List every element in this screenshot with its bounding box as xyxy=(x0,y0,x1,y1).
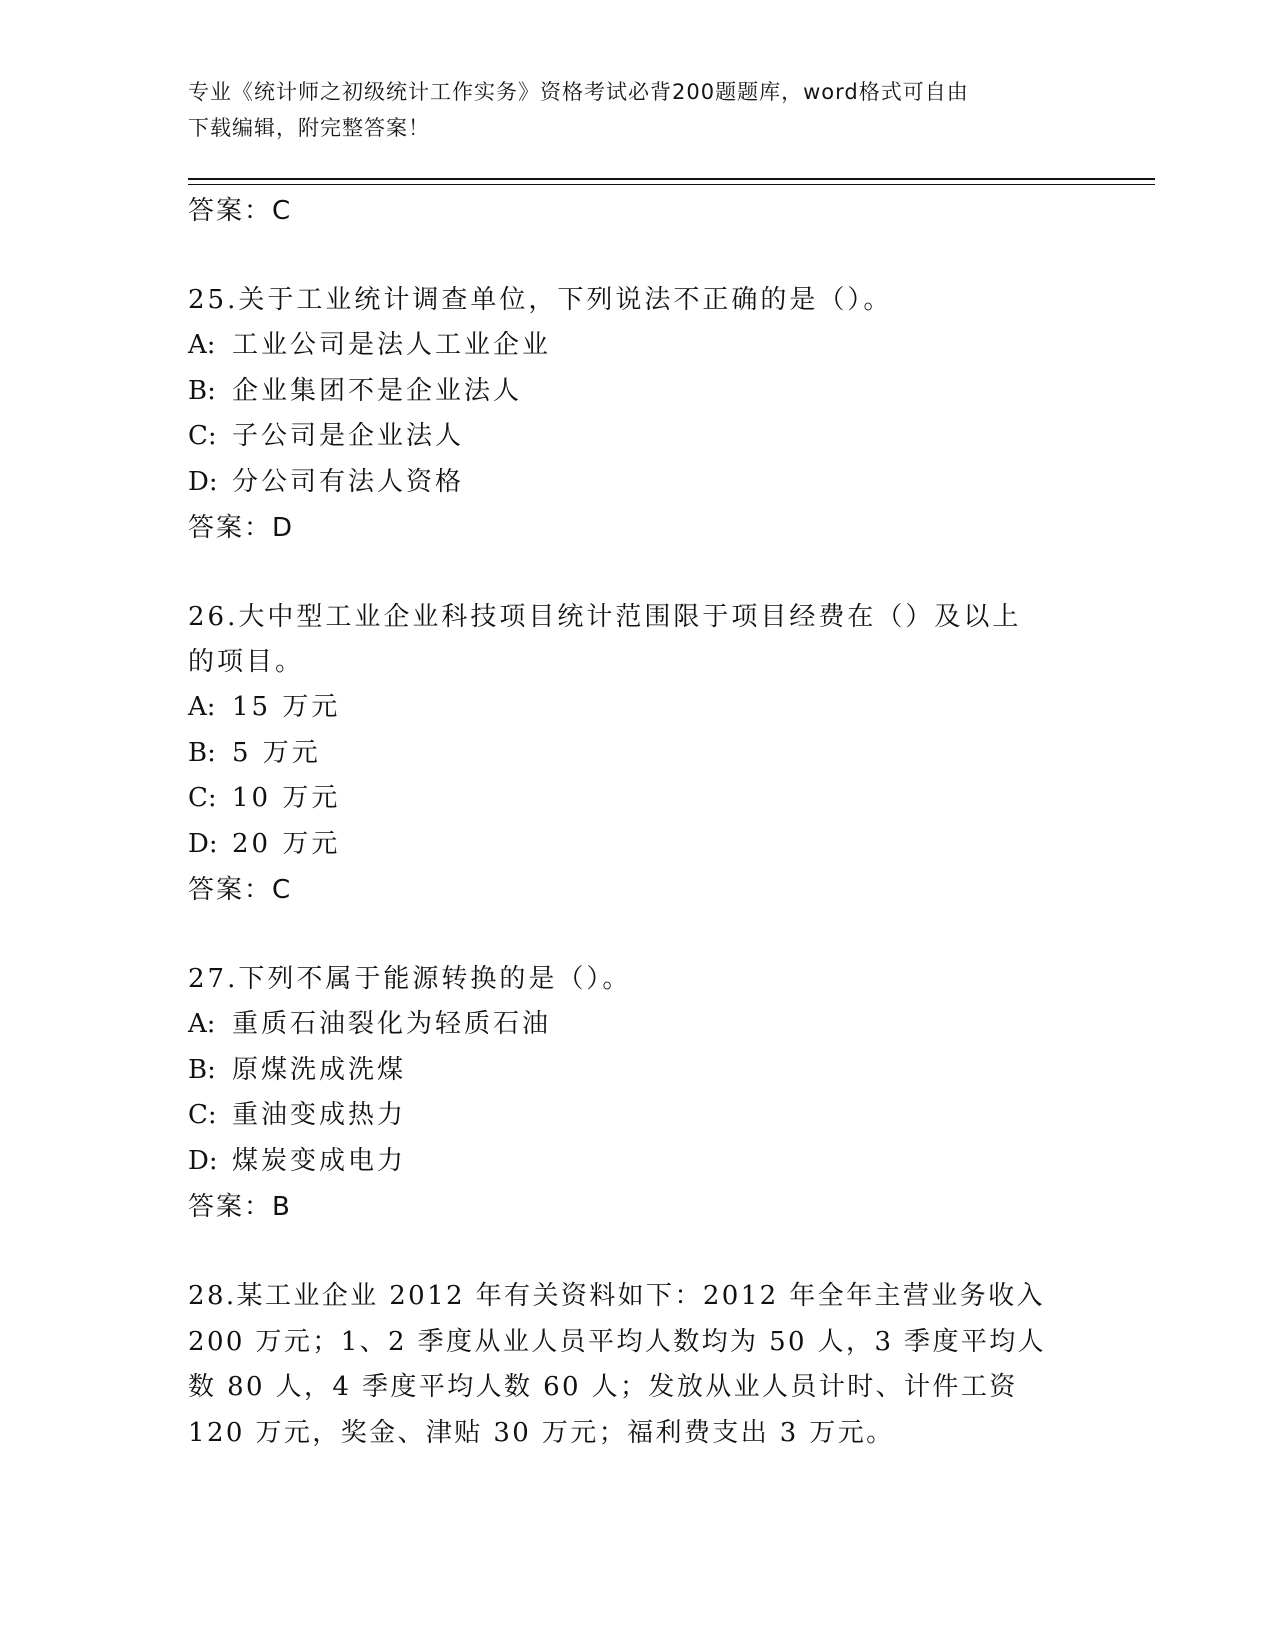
spacer xyxy=(188,234,1088,278)
option-text: 煤炭变成电力 xyxy=(232,1145,407,1176)
option-text: 工业公司是法人工业企业 xyxy=(232,330,552,360)
option-a xyxy=(188,1002,1088,1048)
previous-question-answer: 答案：C xyxy=(188,196,293,226)
page-header xyxy=(188,74,1088,146)
header-line-2: 下载编辑，附完整答案！ xyxy=(188,116,430,140)
spacer xyxy=(188,1230,1088,1274)
option-b xyxy=(188,1048,1088,1094)
option-key: C: xyxy=(188,421,217,451)
option-text: 重质石油裂化为轻质石油 xyxy=(232,1009,552,1039)
answer-line: 答案：B xyxy=(188,1192,292,1222)
option-key: D: xyxy=(188,1145,218,1176)
option-c xyxy=(188,1093,1088,1139)
option-key: D: xyxy=(188,466,218,497)
option-text: 20 万元 xyxy=(232,828,341,859)
question-stem: 28.某工业企业 2012 年有关资料如下：2012 年全年主营业务收入 200 万元；1、2 季度从业人员平均人数均为 50 人，3 季度平均人数 80 人，4 季度平均人数 60 人；发放从业人员计时、计件工资 120 万元，奖金、津贴 30 万元；福利费支出 3 万元。 xyxy=(188,1281,1047,1448)
answer-line: 答案：C xyxy=(188,875,293,905)
option-text: 5 万元 xyxy=(232,737,321,768)
question-block-26 xyxy=(188,595,1088,913)
question-block-25 xyxy=(188,278,1088,551)
question-list xyxy=(188,188,1088,1456)
option-key: D: xyxy=(188,828,218,859)
option-b xyxy=(188,369,1088,415)
option-c xyxy=(188,414,1088,460)
option-key: B: xyxy=(188,1054,216,1085)
question-block-27 xyxy=(188,957,1088,1230)
option-text: 分公司有法人资格 xyxy=(232,466,465,497)
option-key: A: xyxy=(188,692,216,722)
option-d xyxy=(188,1139,1088,1185)
option-key: B: xyxy=(188,737,216,768)
question-block-28 xyxy=(188,1274,1088,1456)
option-key: A: xyxy=(188,1009,216,1039)
option-d xyxy=(188,822,1088,868)
option-text: 企业集团不是企业法人 xyxy=(232,375,523,406)
option-a xyxy=(188,323,1088,369)
spacer xyxy=(188,913,1088,957)
option-text: 重油变成热力 xyxy=(232,1100,407,1130)
header-divider-thin xyxy=(188,184,1155,185)
question-stem: 27.下列不属于能源转换的是（）。 xyxy=(188,964,632,994)
option-key: C: xyxy=(188,1100,217,1130)
option-text: 10 万元 xyxy=(232,783,341,813)
option-key: C: xyxy=(188,783,217,813)
option-text: 子公司是企业法人 xyxy=(232,421,465,451)
option-d xyxy=(188,460,1088,506)
header-line-1: 专业《统计师之初级统计工作实务》资格考试必背200题题库，word格式可自由 xyxy=(188,80,969,104)
option-key: A: xyxy=(188,330,216,360)
header-divider-thick xyxy=(188,178,1155,180)
spacer xyxy=(188,551,1088,595)
option-a xyxy=(188,685,1088,731)
option-text: 原煤洗成洗煤 xyxy=(232,1054,407,1085)
option-b xyxy=(188,731,1088,777)
answer-line: 答案：D xyxy=(188,513,295,543)
option-c xyxy=(188,776,1088,822)
question-stem: 25.关于工业统计调查单位，下列说法不正确的是（）。 xyxy=(188,285,893,315)
option-text: 15 万元 xyxy=(232,692,341,722)
option-key: B: xyxy=(188,375,216,406)
question-stem: 26.大中型工业企业科技项目统计范围限于项目经费在（）及以上的项目。 xyxy=(188,602,1022,677)
